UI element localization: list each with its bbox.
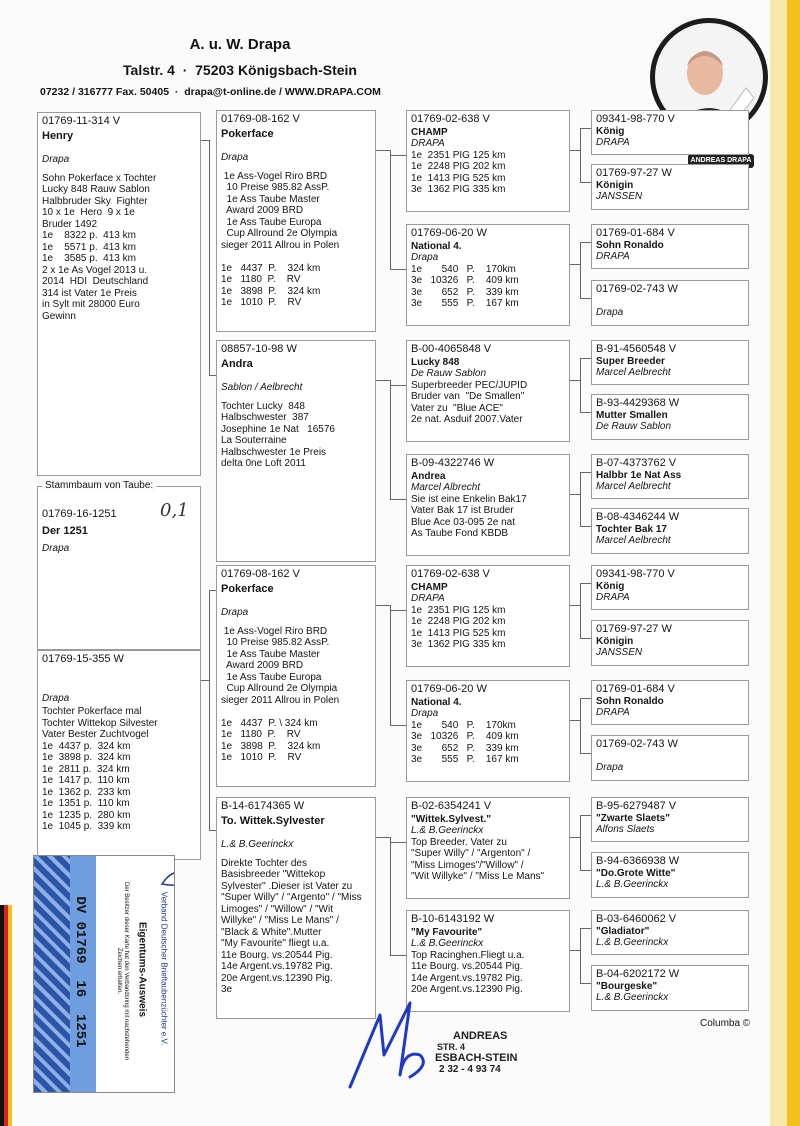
ring-id: 01769-02-638 V — [411, 568, 490, 580]
card-text: Der Besitzer dieser Karte hat den Verbandsring mit nachstehenden Zeichen erhalten. — [116, 881, 129, 1061]
pigeon-name: To. Wittek.Sylvester — [221, 814, 325, 827]
decor-stripe-light — [770, 0, 787, 1126]
connector-line — [209, 830, 216, 831]
connector-line — [580, 583, 581, 638]
pigeon-name: "Bourgeske" — [596, 980, 658, 992]
connector-line — [376, 380, 390, 381]
mother-card — [37, 650, 201, 860]
pigeon-name: Henry — [42, 129, 74, 142]
stamp-line3: ESBACH-STEIN — [435, 1052, 518, 1064]
connector-line — [390, 499, 406, 500]
great-grandparent-card — [591, 797, 749, 842]
owner: L.& B.Geerinckx — [596, 992, 669, 1003]
pigeon-name: National 4. — [411, 696, 462, 708]
connector-line — [580, 815, 591, 816]
connector-line — [580, 638, 591, 639]
connector-line — [570, 605, 580, 606]
ring-id: B-03-6460062 V — [596, 913, 677, 925]
connector-line — [580, 182, 591, 183]
owner: DRAPA — [596, 592, 630, 603]
grandparent-card — [406, 224, 570, 326]
owner: DRAPA — [411, 138, 445, 149]
card-org: Verband Deutscher Brieftaubenzüchter e.V. — [159, 891, 169, 1046]
great-grandparent-card — [591, 965, 749, 1011]
pigeon-name: Halbbr 1e Nat Ass — [596, 469, 682, 481]
grandparent-card — [406, 680, 570, 782]
pigeon-name: "Zwarte Slaets" — [596, 812, 670, 824]
pigeon-name: CHAMP — [411, 126, 448, 138]
connector-line — [390, 725, 406, 726]
connector-line — [580, 472, 591, 473]
great-grandparent-card — [591, 110, 749, 155]
owner: Drapa — [596, 761, 624, 773]
connector-line — [570, 380, 580, 381]
great-grandparent-card — [591, 852, 749, 898]
owner: Drapa — [42, 154, 70, 165]
connector-line — [580, 412, 591, 413]
connector-line — [580, 298, 591, 299]
connector-line — [580, 870, 591, 871]
connector-line — [390, 837, 391, 955]
connector-line — [580, 128, 591, 129]
sire-dam-card — [216, 797, 376, 1019]
sire-dam-card — [216, 565, 376, 787]
ring-id: 01769-15-355 W — [42, 653, 124, 665]
notes: 1e Ass-Vogel Riro BRD 10 Preise 985.82 AssP. 1e Ass Taube Master Award 2009 BRD 1e Ass Taube Europa Cup Allround 2e Olympia sieger 2011 Allrou in Polen 1e 4437 P. 324 km 1e 1180 P. RV 1e 3898 P. 324 km 1e 1010 P. RV — [221, 170, 340, 308]
connector-line — [580, 358, 591, 359]
pigeon-name: Königin — [596, 179, 634, 191]
connector-line — [580, 753, 591, 754]
ring-id: B-09-4322746 W — [411, 457, 495, 469]
sire-dam-card — [216, 340, 376, 562]
owner: Marcel Aelbrecht — [596, 535, 671, 546]
ring-id: 09341-98-770 V — [596, 568, 675, 580]
connector-line — [580, 928, 581, 983]
notes: Top Breeder. Vater zu "Super Willy" / "Argenton" / "Miss Limoges"/"Willow" / "Wit Willyke" / "Miss Le Mans" — [411, 836, 545, 882]
grandparent-card — [406, 454, 570, 556]
pigeon-name: National 4. — [411, 240, 462, 252]
ring-id: B-10-6143192 W — [411, 913, 495, 925]
owner: De Rauw Sablon — [411, 368, 487, 379]
pigeon-name: Lucky 848 — [411, 356, 460, 368]
decor-flag-gold — [8, 905, 12, 1126]
pigeon-name: "Do.Grote Witte" — [596, 867, 676, 879]
pigeon-name — [596, 751, 744, 762]
connector-line — [390, 380, 391, 499]
great-grandparent-card — [591, 394, 749, 440]
owner: Marcel Albrecht — [411, 482, 481, 493]
grandparent-card — [406, 565, 570, 667]
notes: 1e Ass-Vogel Riro BRD 10 Preise 985.82 AssP. 1e Ass Taube Master Award 2009 BRD 1e Ass Taube Europa Cup Allround 2e Olympia sieger 2011 Allrou in Polen 1e 4437 P. \ 324 km 1e 1180 P. RV 1e 3898 P. 324 km 1e 1010 P. RV — [221, 625, 340, 763]
pigeon-name: König — [596, 125, 625, 137]
ring-id: B-95-6279487 V — [596, 800, 677, 812]
connector-line — [580, 242, 581, 298]
pigeon-name: Mutter Smallen — [596, 409, 668, 421]
owner: De Rauw Sablon — [596, 421, 672, 432]
ring-id: B-02-6354241 V — [411, 800, 492, 812]
ring-id: B-94-6366938 W — [596, 855, 680, 867]
connector-line — [570, 264, 580, 265]
connector-line — [390, 150, 391, 269]
ring-id: 01769-01-684 V — [596, 683, 675, 695]
connector-line — [580, 815, 581, 870]
connector-line — [209, 375, 216, 376]
pigeon-name — [596, 296, 744, 307]
connector-line — [570, 494, 580, 495]
subject-card — [37, 112, 201, 476]
great-grandparent-card — [591, 224, 749, 269]
pigeon-name: Königin — [596, 635, 634, 647]
ring-id: 01769-02-743 W — [596, 283, 678, 295]
ring-id: 01769-08-162 V — [221, 113, 300, 125]
ring-id: B-14-6174365 W — [221, 800, 305, 812]
decor-stripe-yellow — [787, 0, 800, 1126]
card-ring-number: DV 01769 16 1251 — [72, 896, 88, 1048]
notes: Superbreeder PEC/JUPID Bruder van "De Smallen" Vater zu "Blue ACE" 2e nat. Asduif 2007.Vater — [411, 379, 528, 425]
owner: Drapa — [42, 692, 70, 704]
great-grandparent-card — [591, 735, 749, 781]
owner: DRAPA — [596, 707, 630, 718]
pigeon-icon — [160, 864, 175, 890]
great-grandparent-card — [591, 620, 749, 666]
ring-id: B-08-4346244 W — [596, 511, 680, 523]
grandparent-card — [406, 110, 570, 212]
grandparent-card — [406, 340, 570, 442]
owner: L.& B.Geerinckx — [221, 839, 294, 850]
logo-text: ANDREAS DRAPA — [688, 154, 754, 168]
sire-dam-card — [216, 110, 376, 332]
connector-line — [580, 526, 591, 527]
pigeon-name: Super Breeder — [596, 355, 665, 367]
connector-line — [209, 590, 210, 830]
owner: L.& B.Geerinckx — [411, 938, 484, 949]
connector-line — [376, 837, 390, 838]
stammbaum-label: Stammbaum von Taube: — [42, 480, 156, 491]
connector-line — [376, 150, 390, 151]
connector-line — [580, 583, 591, 584]
connector-line — [209, 140, 210, 375]
great-grandparent-card — [591, 508, 749, 554]
owner: Drapa — [411, 252, 439, 263]
great-grandparent-card — [591, 280, 749, 326]
notes: 1e 2351 PIG 125 km 1e 2248 PIG 202 km 1e 1413 PIG 525 km 3e 1362 PIG 335 km — [411, 149, 506, 195]
great-grandparent-card — [591, 340, 749, 385]
owner: L.& B.Geerinckx — [411, 825, 484, 836]
grandparent-card — [406, 797, 570, 899]
pigeon-name — [42, 669, 196, 681]
card-title: Eigentums-Ausweis — [136, 921, 148, 1018]
great-grandparent-card — [591, 454, 749, 499]
ring-id: 09341-98-770 V — [596, 113, 675, 125]
connector-line — [201, 680, 209, 681]
ring-id: B-00-4065848 V — [411, 343, 492, 355]
owner: DRAPA — [596, 137, 630, 148]
connector-line — [580, 928, 591, 929]
great-grandparent-card — [591, 680, 749, 725]
pigeon-name: CHAMP — [411, 581, 448, 593]
ring-id: B-04-6202172 W — [596, 968, 680, 980]
ring-id: 01769-97-27 W — [596, 167, 672, 179]
connector-line — [376, 605, 390, 606]
footer-brand: Columba © — [700, 1018, 751, 1029]
ring-id: 01769-06-20 W — [411, 683, 487, 695]
owner: DRAPA — [411, 593, 445, 604]
connector-line — [390, 269, 406, 270]
connector-line — [580, 128, 581, 182]
great-grandparent-card — [591, 164, 749, 210]
connector-line — [570, 837, 580, 838]
ring-id: 08857-10-98 W — [221, 343, 297, 355]
connector-line — [209, 270, 210, 271]
pigeon-name: "Wittek.Sylvest." — [411, 813, 491, 825]
connector-line — [580, 983, 591, 984]
signature — [340, 995, 460, 1095]
owner: JANSSEN — [596, 647, 643, 658]
ring-id: 01769-02-743 W — [596, 738, 678, 750]
connector-line — [580, 358, 581, 412]
connector-line — [390, 955, 406, 956]
notes: 1e 2351 PIG 125 km 1e 2248 PIG 202 km 1e 1413 PIG 525 km 3e 1362 PIG 335 km — [411, 604, 506, 650]
connector-line — [209, 590, 216, 591]
owner: Marcel Aelbrecht — [596, 481, 671, 492]
connector-line — [580, 698, 591, 699]
pigeon-name: König — [596, 580, 625, 592]
stamp-line2: STR. 4 — [437, 1042, 466, 1052]
ring-id: 01769-97-27 W — [596, 623, 672, 635]
notes: Tochter Lucky 848 Halbschwester 387 Josephine 1e Nat 16576 La Souterraine Halbschwester 1e Preis delta 0ne Loft 2011 — [221, 400, 335, 469]
connector-line — [390, 155, 406, 156]
connector-line — [570, 950, 580, 951]
owner: Drapa — [221, 152, 249, 163]
connector-line — [580, 472, 581, 526]
stammbaum-name: Der 1251 — [42, 524, 88, 537]
owner: Marcel Aelbrecht — [596, 367, 671, 378]
connector-line — [201, 140, 209, 141]
notes: 1e 540 P. 170km 3e 10326 P. 409 km 3e 652 P. 339 km 3e 555 P. 167 km — [411, 263, 519, 309]
notes: Sie ist eine Enkelin Bak17 Vater Bak 17 ist Bruder Blue Ace 03-095 2e nat As Taube Fond KBDB — [411, 493, 527, 539]
pigeon-name: Tochter Bak 17 — [596, 523, 667, 535]
notes: Tochter Pokerface mal Tochter Wittekop Silvester Vater Bester Zuchtvogel 1e 4437 p. 324 km 1e 3898 p. 324 km 1e 2811 p. 324 km 1e 1417 p. 110 km 1e 1362 p. 233 km 1e 1351 p. 110 km 1e 1235 p. 280 km 1e 1045 p. 339 km — [42, 706, 158, 832]
handwritten-mark: 0,1 — [160, 500, 189, 521]
ring-id: B-07-4373762 V — [596, 457, 677, 469]
owner: DRAPA — [596, 251, 630, 262]
pigeon-name: "My Favourite" — [411, 926, 483, 938]
notes: Sohn Pokerface x Tochter Lucky 848 Rauw Sablon Halbbruder Sky Fighter 10 x 1e Hero 9 x 1e Bruder 1492 1e 8322 p. 413 km 1e 5571 p. 413 km 1e 3585 p. 413 km 2 x 1e As Vogel 2013 u. 2014 HDI Deutschland 314 ist Vater 1e Preis in Sylt mit 28000 Euro Gewinn — [42, 172, 157, 322]
card-pattern — [34, 856, 70, 1092]
pigeon-name: Pokerface — [221, 127, 274, 140]
ring-id: 01769-06-20 W — [411, 227, 487, 239]
ring-id: B-91-4560548 V — [596, 343, 677, 355]
stammbaum-owner: Drapa — [42, 543, 70, 554]
connector-line — [580, 242, 591, 243]
ring-id: 01769-01-684 V — [596, 227, 675, 239]
owner: Alfons Slaets — [596, 824, 655, 835]
owner: L.& B.Geerinckx — [596, 937, 669, 948]
connector-line — [390, 605, 391, 725]
connector-line — [390, 610, 406, 611]
pigeon-name: Sohn Ronaldo — [596, 239, 664, 251]
owner: JANSSEN — [596, 191, 643, 202]
owner: L.& B.Geerinckx — [596, 879, 669, 890]
pigeon-name: "Gladiator" — [596, 925, 650, 937]
ring-id: B-93-4429368 W — [596, 397, 680, 409]
notes: 1e 540 P. 170km 3e 10326 P. 409 km 3e 652 P. 339 km 3e 555 P. 167 km — [411, 719, 519, 765]
great-grandparent-card — [591, 910, 749, 955]
ring-id: 01769-11-314 V — [42, 115, 121, 127]
great-grandparent-card — [591, 565, 749, 610]
ring-id: 01769-02-638 V — [411, 113, 490, 125]
owner: Drapa — [221, 607, 249, 618]
connector-line — [570, 720, 580, 721]
ring-id: 01769-08-162 V — [221, 568, 300, 580]
stamp-line1: ANDREAS — [453, 1030, 508, 1042]
breeder-contact: 07232 / 316777 Fax. 50405 · drapa@t-online.de / WWW.DRAPA.COM — [40, 86, 381, 98]
ownership-card — [33, 855, 175, 1093]
notes: Direkte Tochter des Basisbreeder "Wittekop Sylvester" .Dieser ist Vater zu "Super Willy" / "Argento" / "Miss Limoges" / "Willow" / "Wit Willyke" / "Miss Le Mans" / "Black & White".Mutter "My Favourite" fliegt u.a. 11e Bourg. vs.20544 Pig. 14e Argent.vs.19782 Pig. 20e Argent.vs.12390 Pig. 3e — [221, 857, 362, 995]
connector-line — [390, 385, 406, 386]
owner: Drapa — [411, 708, 439, 719]
stamp-line4: 2 32 - 4 93 74 — [439, 1064, 501, 1075]
breeder-address: Talstr. 4 · 75203 Königsbach-Stein — [123, 62, 357, 78]
connector-line — [580, 698, 581, 753]
breeder-name: A. u. W. Drapa — [189, 36, 291, 53]
pigeon-name: Andrea — [411, 470, 446, 482]
owner: Sablon / Aelbrecht — [221, 382, 303, 393]
pigeon-name: Andra — [221, 357, 253, 370]
pigeon-name: Sohn Ronaldo — [596, 695, 664, 707]
stammbaum-id: 01769-16-1251 — [42, 508, 117, 520]
connector-line — [570, 150, 580, 151]
connector-line — [390, 842, 406, 843]
owner: Drapa — [596, 306, 624, 318]
pigeon-name: Pokerface — [221, 582, 274, 595]
notes: Top Racinghen.Fliegt u.a. 11e Bourg. vs.20544 Pig. 14e Argent.vs.19782 Pig. 20e Argent.vs.12390 Pig. — [411, 949, 525, 995]
